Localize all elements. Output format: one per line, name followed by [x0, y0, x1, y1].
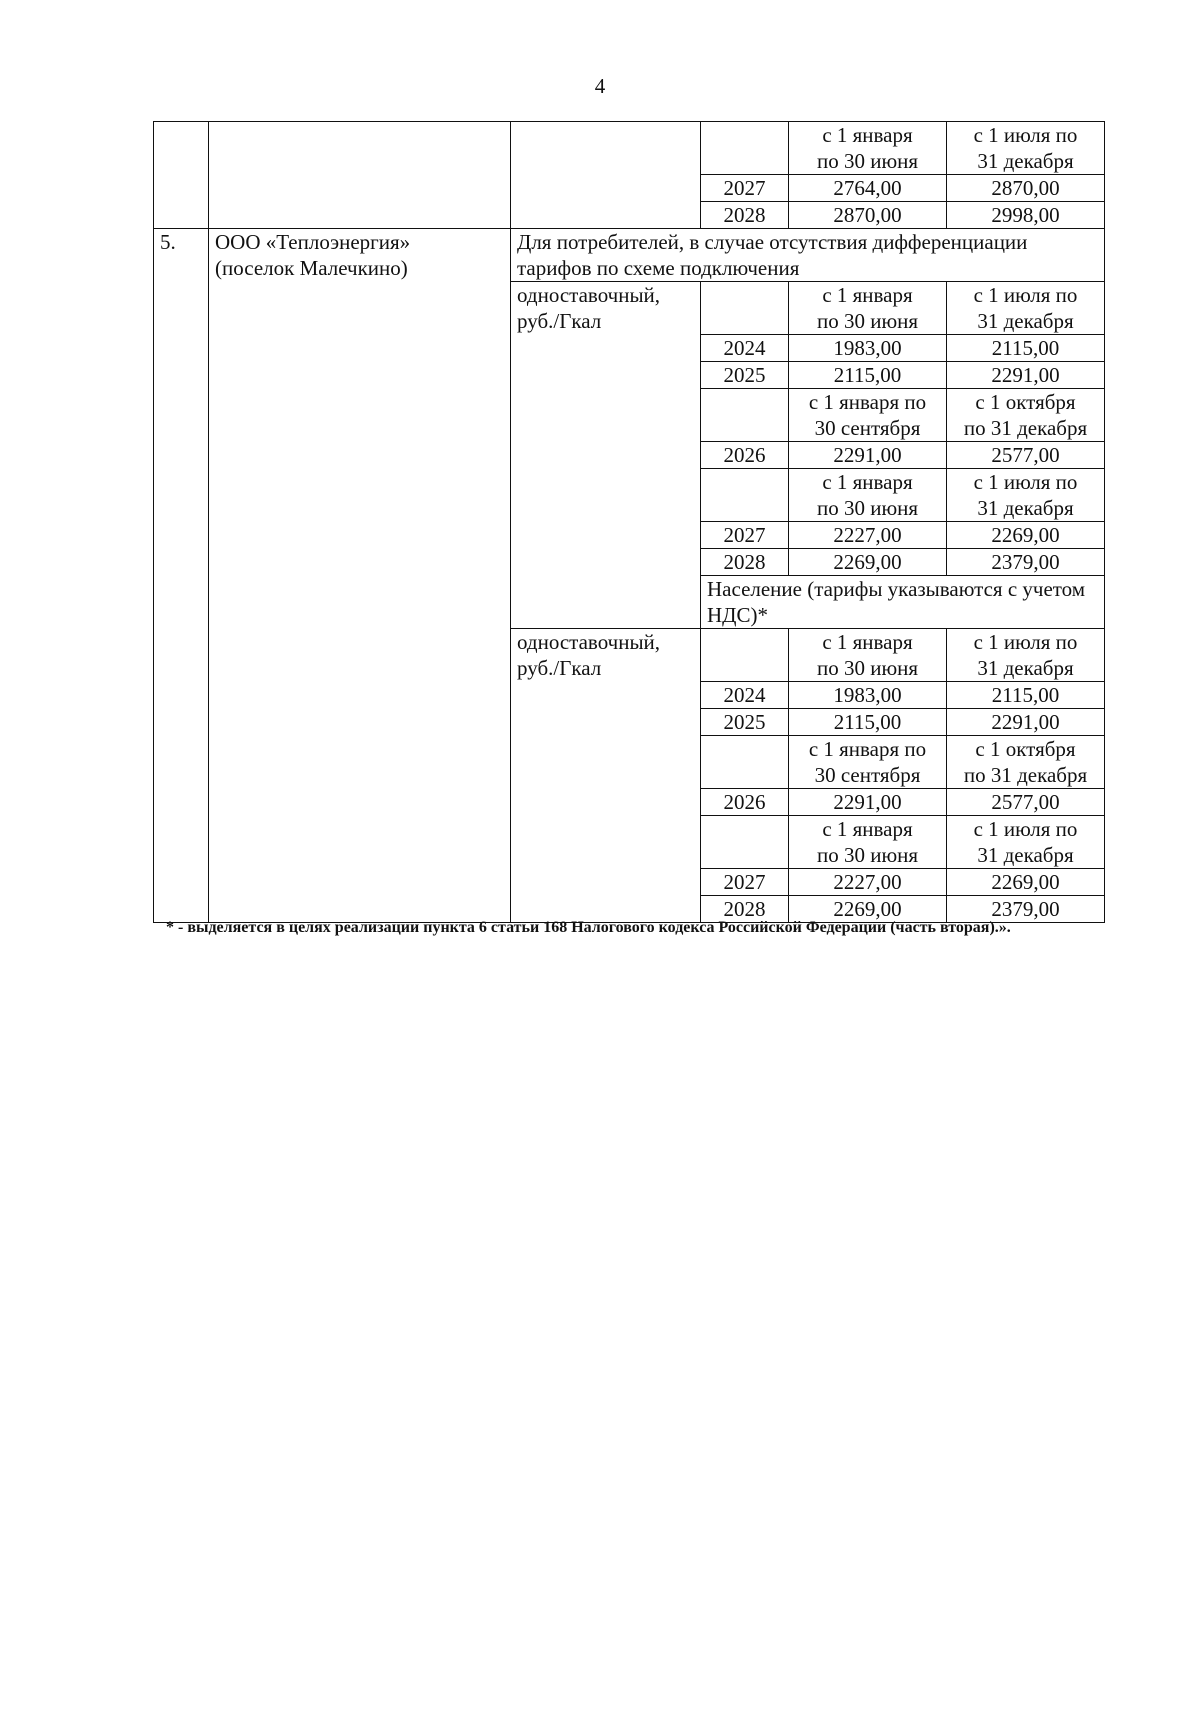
entry-number: 5. — [154, 229, 209, 923]
period-header-h2: с 1 октября по 31 декабря — [947, 389, 1105, 442]
value-cell: 2115,00 — [789, 709, 947, 736]
value-cell: 2291,00 — [789, 789, 947, 816]
number-cell — [154, 122, 209, 229]
year-cell: 2027 — [701, 522, 789, 549]
value-cell: 2764,00 — [789, 175, 947, 202]
value-cell: 2379,00 — [947, 896, 1105, 923]
year-cell: 2024 — [701, 682, 789, 709]
value-cell: 2870,00 — [789, 202, 947, 229]
value-cell: 2115,00 — [789, 362, 947, 389]
value-cell: 2269,00 — [789, 549, 947, 576]
period-header-h2: с 1 июля по 31 декабря — [947, 469, 1105, 522]
page-number: 4 — [594, 74, 606, 98]
period-header-h1: с 1 января по 30 июня — [789, 282, 947, 335]
period-header-h1: с 1 января по 30 июня — [789, 816, 947, 869]
period-header-h2: с 1 июля по 31 декабря — [947, 629, 1105, 682]
period-header-h1: с 1 января по 30 сентября — [789, 736, 947, 789]
year-cell: 2024 — [701, 335, 789, 362]
year-cell: 2025 — [701, 709, 789, 736]
year-cell — [701, 122, 789, 175]
group-title: Для потребителей, в случае отсутствия дифференциации тарифов по схеме подключения — [511, 229, 1105, 282]
value-cell: 2269,00 — [947, 522, 1105, 549]
value-cell: 2379,00 — [947, 549, 1105, 576]
year-cell: 2027 — [701, 175, 789, 202]
period-header-h2: с 1 октября по 31 декабря — [947, 736, 1105, 789]
year-cell: 2027 — [701, 869, 789, 896]
table-row — [154, 122, 1105, 175]
organization-name: ООО «Теплоэнергия» (поселок Малечкино) — [209, 229, 511, 923]
group-title: Население (тарифы указываются с учетом НДС)* — [701, 576, 1105, 629]
year-cell: 2028 — [701, 896, 789, 923]
value-cell: 2577,00 — [947, 442, 1105, 469]
value-cell: 2291,00 — [947, 709, 1105, 736]
footnote: * - выделяется в целях реализации пункта 6 статьи 168 Налогового кодекса Российской Федерации (часть вторая).». — [166, 919, 1011, 936]
tariff-type: одноставочный, руб./Гкал — [511, 629, 701, 923]
tariff-table — [153, 121, 1105, 923]
period-header-h1: с 1 января по 30 сентября — [789, 389, 947, 442]
value-cell: 2227,00 — [789, 869, 947, 896]
period-header-h1: с 1 января по 30 июня — [789, 629, 947, 682]
value-cell: 2998,00 — [947, 202, 1105, 229]
year-cell — [701, 282, 789, 335]
value-cell: 2115,00 — [947, 335, 1105, 362]
period-header-h2: с 1 июля по 31 декабря — [947, 122, 1105, 175]
value-cell: 1983,00 — [789, 682, 947, 709]
value-cell: 2870,00 — [947, 175, 1105, 202]
period-header-h1: с 1 января по 30 июня — [789, 469, 947, 522]
year-cell: 2025 — [701, 362, 789, 389]
year-cell — [701, 469, 789, 522]
year-cell — [701, 736, 789, 789]
value-cell: 2269,00 — [947, 869, 1105, 896]
value-cell: 2115,00 — [947, 682, 1105, 709]
year-cell: 2028 — [701, 549, 789, 576]
period-header-h1: с 1 января по 30 июня — [789, 122, 947, 175]
value-cell: 2577,00 — [947, 789, 1105, 816]
year-cell: 2026 — [701, 789, 789, 816]
value-cell: 2291,00 — [789, 442, 947, 469]
year-cell: 2028 — [701, 202, 789, 229]
value-cell: 2291,00 — [947, 362, 1105, 389]
org-cell — [209, 122, 511, 229]
value-cell: 2227,00 — [789, 522, 947, 549]
value-cell: 2269,00 — [789, 896, 947, 923]
year-cell — [701, 816, 789, 869]
year-cell: 2026 — [701, 442, 789, 469]
period-header-h2: с 1 июля по 31 декабря — [947, 816, 1105, 869]
year-cell — [701, 389, 789, 442]
table-row — [154, 229, 1105, 282]
value-cell: 1983,00 — [789, 335, 947, 362]
tariff-type-cell — [511, 122, 701, 229]
year-cell — [701, 629, 789, 682]
tariff-type: одноставочный, руб./Гкал — [511, 282, 701, 629]
period-header-h2: с 1 июля по 31 декабря — [947, 282, 1105, 335]
